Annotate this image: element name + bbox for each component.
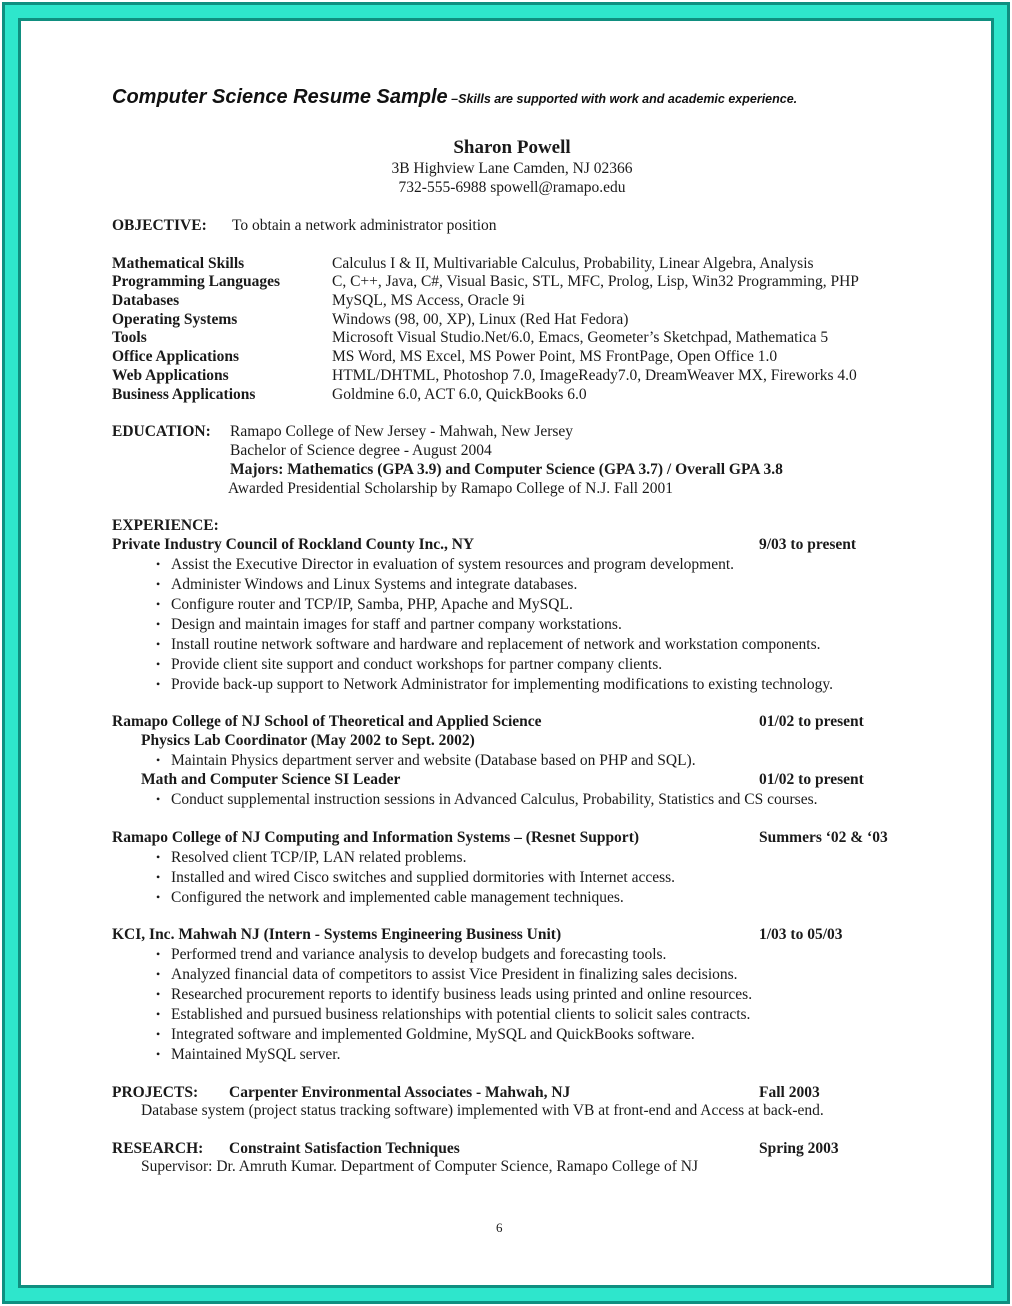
page-number: 6 bbox=[496, 1220, 503, 1235]
job-title: KCI, Inc. Mahwah NJ (Intern - Systems Engineering Business Unit) bbox=[112, 926, 562, 943]
list-item: • Administer Windows and Linux Systems and integrate databases. bbox=[156, 576, 577, 594]
project-date: Fall 2003 bbox=[759, 1084, 820, 1101]
candidate-name: Sharon Powell bbox=[453, 137, 571, 158]
education-award: Awarded Presidential Scholarship by Ramapo College of N.J. Fall 2001 bbox=[228, 480, 673, 497]
list-item: • Configured the network and implemented cable management techniques. bbox=[156, 889, 624, 907]
skill-label: Databases bbox=[112, 292, 180, 309]
projects-label: PROJECTS: bbox=[112, 1084, 199, 1101]
job-date: Summers ‘02 & ‘03 bbox=[759, 829, 888, 846]
skill-label: Web Applications bbox=[112, 367, 229, 384]
list-item: • Maintained MySQL server. bbox=[156, 1046, 340, 1064]
list-item: • Performed trend and variance analysis to develop budgets and forecasting tools. bbox=[156, 946, 666, 964]
education-majors: Majors: Mathematics (GPA 3.9) and Computer Science (GPA 3.7) / Overall GPA 3.8 bbox=[230, 461, 783, 478]
skill-label: Office Applications bbox=[112, 348, 240, 365]
job-role: Math and Computer Science SI Leader bbox=[141, 771, 401, 788]
contact-address: 3B Highview Lane Camden, NJ 02366 bbox=[391, 160, 633, 177]
job-role: Physics Lab Coordinator (May 2002 to Sept. 2002) bbox=[141, 732, 475, 749]
skill-value: Calculus I & II, Multivariable Calculus, Probability, Linear Algebra, Analysis bbox=[332, 255, 814, 272]
skill-value: Goldmine 6.0, ACT 6.0, QuickBooks 6.0 bbox=[332, 386, 587, 403]
list-item: • Configure router and TCP/IP, Samba, PHP, Apache and MySQL. bbox=[156, 596, 573, 614]
list-item: • Design and maintain images for staff and partner company workstations. bbox=[156, 616, 622, 634]
skill-value: C, C++, Java, C#, Visual Basic, STL, MFC, Prolog, Lisp, Win32 Programming, PHP bbox=[332, 273, 859, 290]
list-item: • Researched procurement reports to identify business leads using printed and online resources. bbox=[156, 986, 752, 1004]
job-title: Ramapo College of NJ School of Theoretical and Applied Science bbox=[112, 713, 542, 730]
title-subtitle: –Skills are supported with work and academic experience. bbox=[447, 92, 798, 106]
job-date: 01/02 to present bbox=[759, 771, 864, 788]
project-title: Carpenter Environmental Associates - Mahwah, NJ bbox=[229, 1084, 571, 1101]
education-label: EDUCATION: bbox=[112, 423, 211, 440]
job-title: Private Industry Council of Rockland County Inc., NY bbox=[112, 536, 475, 553]
list-item: • Analyzed financial data of competitors to assist Vice President in finalizing sales decisions. bbox=[156, 966, 738, 984]
skill-value: HTML/DHTML, Photoshop 7.0, ImageReady7.0, DreamWeaver MX, Fireworks 4.0 bbox=[332, 367, 857, 384]
job-title: Ramapo College of NJ Computing and Information Systems – (Resnet Support) bbox=[112, 829, 640, 846]
list-item: • Install routine network software and hardware and replacement of network and workstation components. bbox=[156, 636, 821, 654]
skill-label: Mathematical Skills bbox=[112, 255, 245, 272]
document-title bbox=[112, 86, 797, 109]
education-degree: Bachelor of Science degree - August 2004 bbox=[230, 442, 492, 459]
objective-text: To obtain a network administrator position bbox=[232, 217, 497, 234]
project-description: Database system (project status tracking software) implemented with VB at front-end and Access at back-end. bbox=[141, 1102, 824, 1119]
research-label: RESEARCH: bbox=[112, 1140, 204, 1157]
skill-label: Programming Languages bbox=[112, 273, 281, 290]
skill-label: Business Applications bbox=[112, 386, 256, 403]
objective-label: OBJECTIVE: bbox=[112, 217, 207, 234]
contact-phone-email: 732-555-6988 spowell@ramapo.edu bbox=[398, 179, 626, 196]
list-item: • Conduct supplemental instruction sessions in Advanced Calculus, Probability, Statistics and CS courses. bbox=[156, 791, 818, 809]
research-title: Constraint Satisfaction Techniques bbox=[229, 1140, 460, 1157]
list-item: • Resolved client TCP/IP, LAN related problems. bbox=[156, 849, 466, 867]
experience-label: EXPERIENCE: bbox=[112, 517, 219, 534]
job-date: 01/02 to present bbox=[759, 713, 864, 730]
list-item: • Established and pursued business relationships with potential clients to solicit sales contracts. bbox=[156, 1006, 750, 1024]
list-item: • Provide back-up support to Network Administrator for implementing modifications to existing technology. bbox=[156, 676, 833, 694]
list-item: • Maintain Physics department server and website (Database based on PHP and SQL). bbox=[156, 752, 696, 770]
skill-label: Operating Systems bbox=[112, 311, 238, 328]
skill-value: Microsoft Visual Studio.Net/6.0, Emacs, Geometer’s Sketchpad, Mathematica 5 bbox=[332, 329, 829, 346]
research-supervisor: Supervisor: Dr. Amruth Kumar. Department of Computer Science, Ramapo College of NJ bbox=[141, 1158, 699, 1175]
research-date: Spring 2003 bbox=[759, 1140, 839, 1157]
job-date: 9/03 to present bbox=[759, 536, 857, 553]
education-school: Ramapo College of New Jersey - Mahwah, New Jersey bbox=[230, 423, 574, 440]
list-item: • Assist the Executive Director in evaluation of system resources and program development. bbox=[156, 556, 734, 574]
job-date: 1/03 to 05/03 bbox=[759, 926, 843, 943]
title-main: Computer Science Resume Sample bbox=[112, 86, 448, 108]
list-item: • Integrated software and implemented Goldmine, MySQL and QuickBooks software. bbox=[156, 1026, 695, 1044]
skill-label: Tools bbox=[112, 329, 147, 346]
skill-value: MS Word, MS Excel, MS Power Point, MS FrontPage, Open Office 1.0 bbox=[332, 348, 778, 365]
skill-value: MySQL, MS Access, Oracle 9i bbox=[332, 292, 525, 309]
skill-value: Windows (98, 00, XP), Linux (Red Hat Fedora) bbox=[332, 311, 629, 328]
list-item: • Provide client site support and conduct workshops for partner company clients. bbox=[156, 656, 662, 674]
list-item: • Installed and wired Cisco switches and supplied dormitories with Internet access. bbox=[156, 869, 675, 887]
